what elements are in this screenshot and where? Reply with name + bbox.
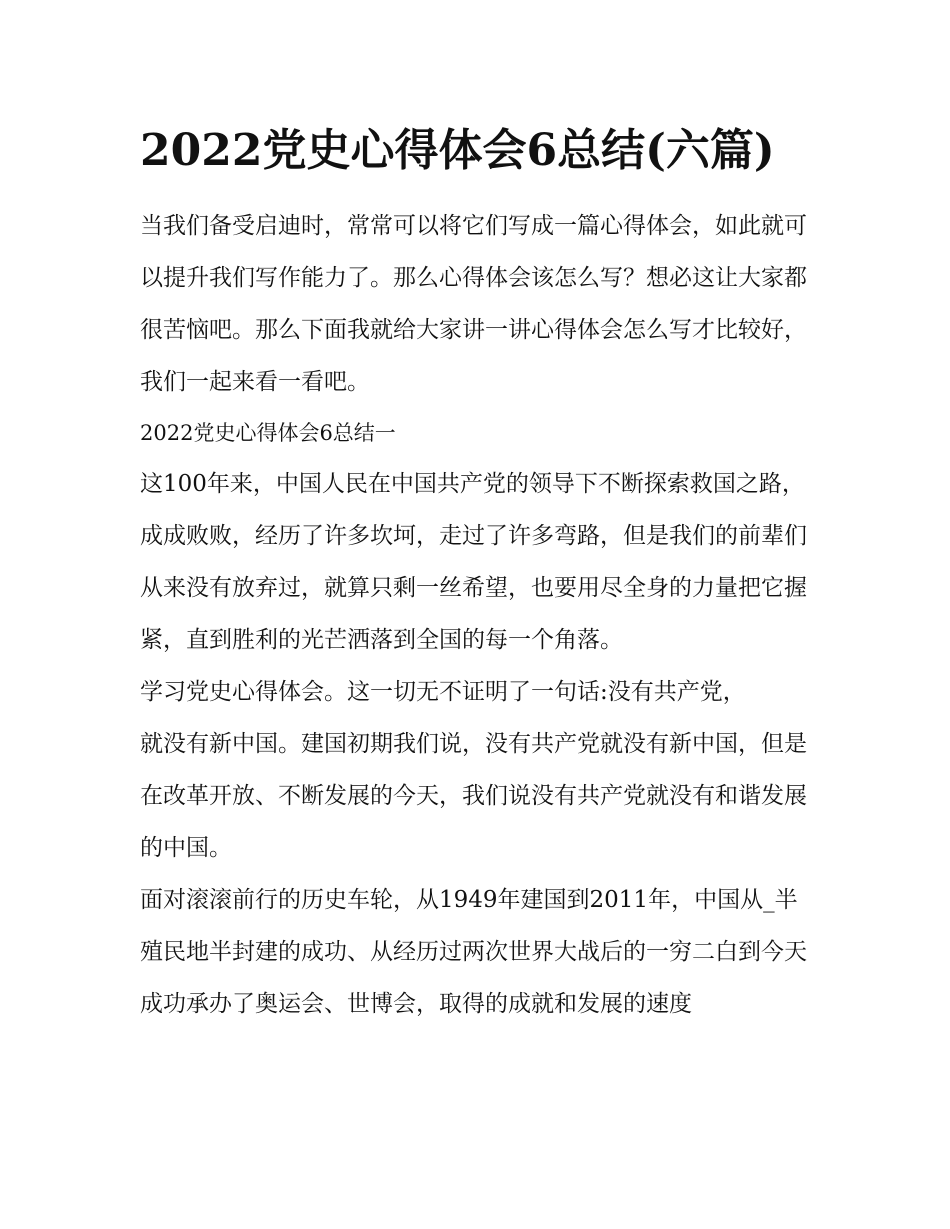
intro-paragraph: 当我们备受启迪时，常常可以将它们写成一篇心得体会，如此就可以提升我们写作能力了。那么心得体会该怎么写？想必这让大家都很苦恼吧。那么下面我就给大家讲一讲心得体会怎么写才比较好，我们一起来看一看吧。 <box>140 213 807 395</box>
body-paragraph-3: 面对滚滚前行的历史车轮，从1949年建国到2011年，中国从_半殖民地半封建的成功、从经历过两次世界大战后的一穷二白到今天成功承办了奥运会、世博会，取得的成就和发展的速度 <box>140 887 807 1017</box>
body-paragraph-2-first-line: 学习党史心得体会。这一切无不证明了一句话:没有共产党， <box>140 679 746 705</box>
document-body <box>140 118 812 1030</box>
body-paragraph-1: 这100年来，中国人民在中国共产党的领导下不断探索救国之路，成成败败，经历了许多坎坷，走过了许多弯路，但是我们的前辈们从来没有放弃过，就算只剩一丝希望，也要用尽全身的力量把它握紧，直到胜利的光芒洒落到全国的每一个角落。 <box>140 471 807 653</box>
document-title: 2022党史心得体会6总结(六篇) <box>140 125 775 176</box>
body-paragraph-2: 就没有新中国。建国初期我们说，没有共产党就没有新中国，但是在改革开放、不断发展的今天，我们说没有共产党就没有和谐发展的中国。 <box>140 731 807 861</box>
section-heading: 2022党史心得体会6总结一 <box>140 421 396 445</box>
